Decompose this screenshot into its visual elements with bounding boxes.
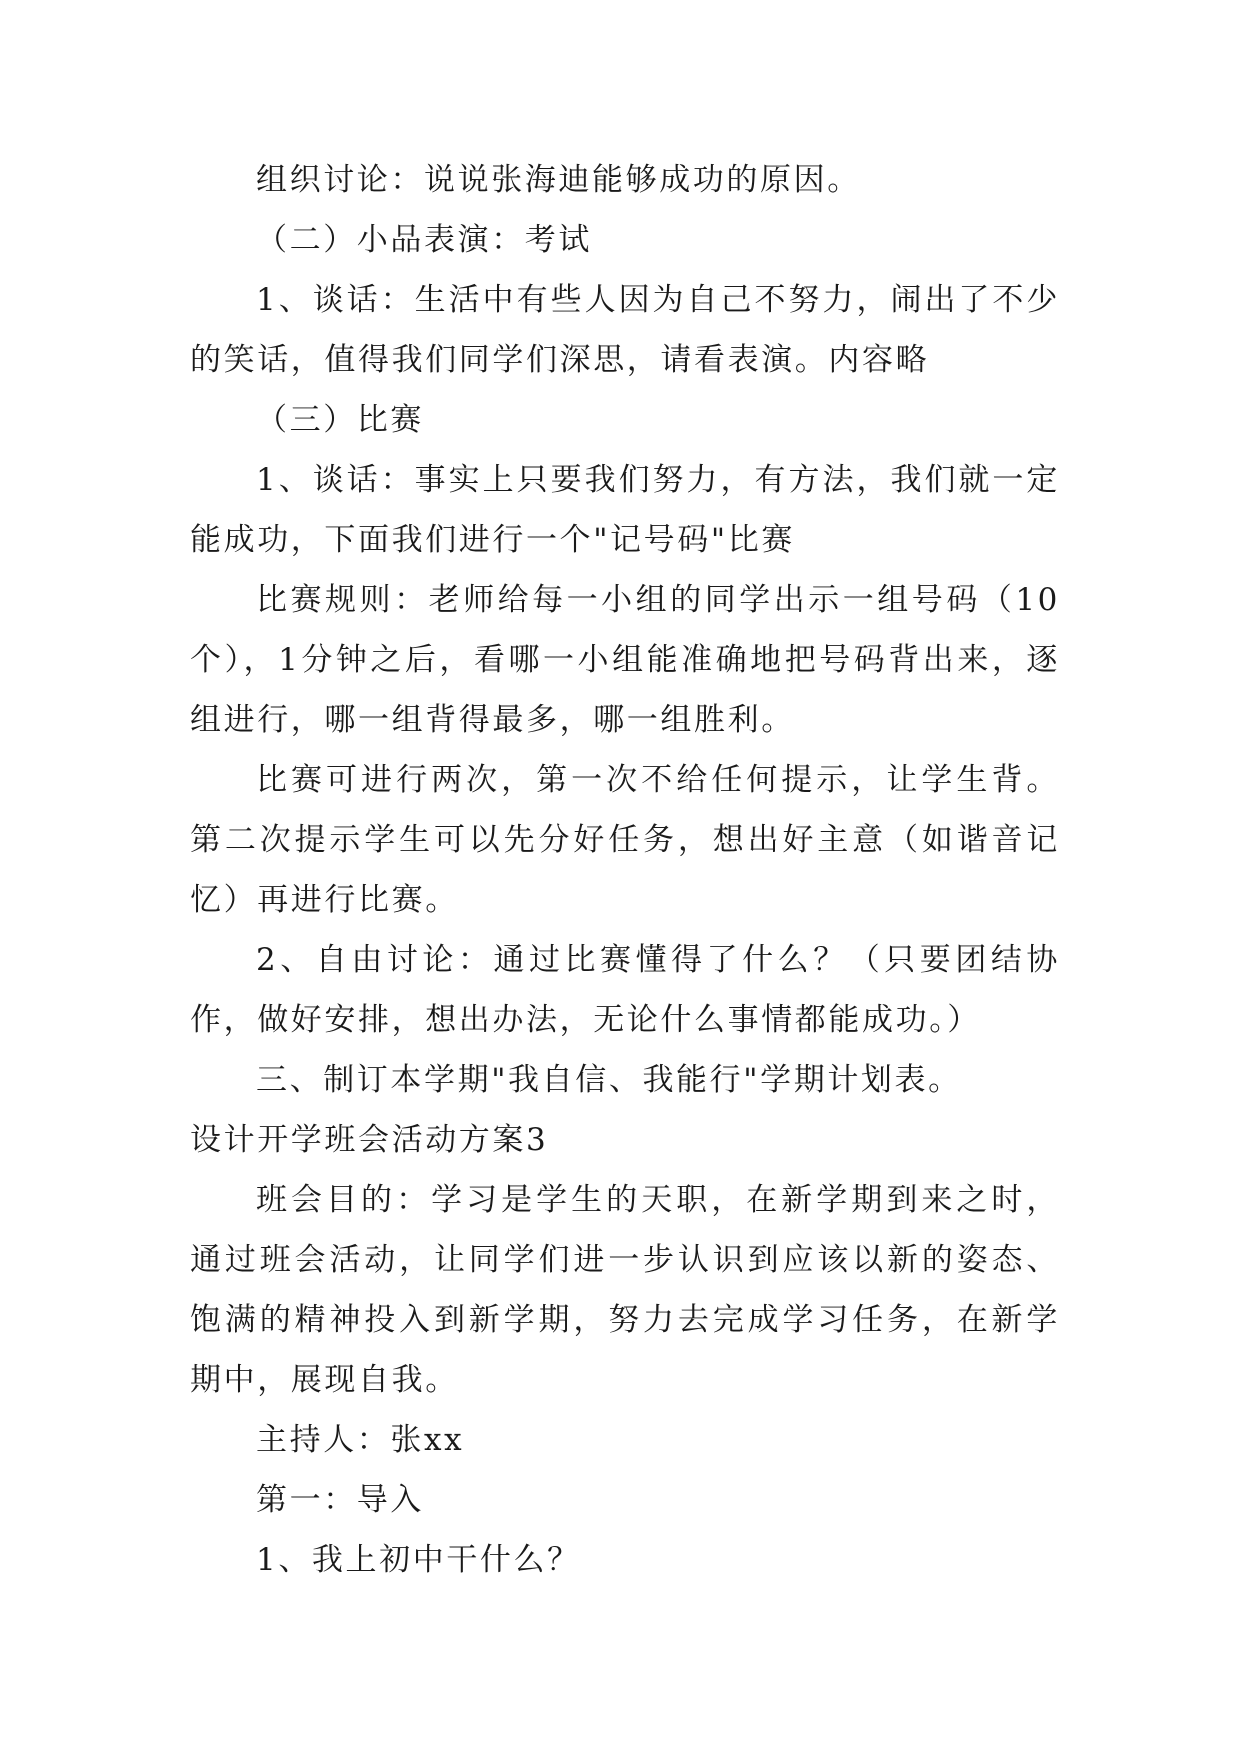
paragraph-plan-table: 三、制订本学期"我自信、我能行"学期计划表。 — [256, 1062, 962, 1098]
paragraph-skit-talk: 1、谈话：生活中有些人因为自己不努力，闹出了不少的笑话，值得我们同学们深思，请看表演。内容略 — [190, 282, 1060, 378]
paragraph-meeting-goal: 班会目的：学习是学生的天职，在新学期到来之时，通过班会活动，让同学们进一步认识到应该以新的姿态、饱满的精神投入到新学期，努力去完成学习任务，在新学期中，展现自我。 — [190, 1182, 1060, 1398]
paragraph-host: 主持人：张xx — [256, 1422, 465, 1458]
paragraph-step-one: 第一：导入 — [256, 1482, 424, 1518]
paragraph-contest-rules: 比赛规则：老师给每一小组的同学出示一组号码（10个），1分钟之后，看哪一小组能准确地把号码背出来，逐组进行，哪一组背得最多，哪一组胜利。 — [190, 582, 1060, 738]
paragraph-contest-talk: 1、谈话：事实上只要我们努力，有方法，我们就一定能成功，下面我们进行一个"记号码"比赛 — [190, 462, 1060, 558]
document-body — [190, 150, 1060, 1590]
paragraph-discussion: 组织讨论：说说张海迪能够成功的原因。 — [256, 162, 861, 198]
paragraph-question: 1、我上初中干什么？ — [256, 1542, 581, 1578]
paragraph-free-discussion: 2、自由讨论：通过比赛懂得了什么？（只要团结协作，做好安排，想出办法，无论什么事情都能成功。） — [190, 942, 1060, 1038]
paragraph-skit-heading: （二）小品表演：考试 — [256, 222, 592, 258]
paragraph-contest-heading: （三）比赛 — [256, 402, 424, 438]
paragraph-contest-rounds: 比赛可进行两次，第一次不给任何提示，让学生背。第二次提示学生可以先分好任务，想出好主意（如谐音记忆）再进行比赛。 — [190, 762, 1060, 918]
section-title: 设计开学班会活动方案3 — [190, 1122, 549, 1158]
